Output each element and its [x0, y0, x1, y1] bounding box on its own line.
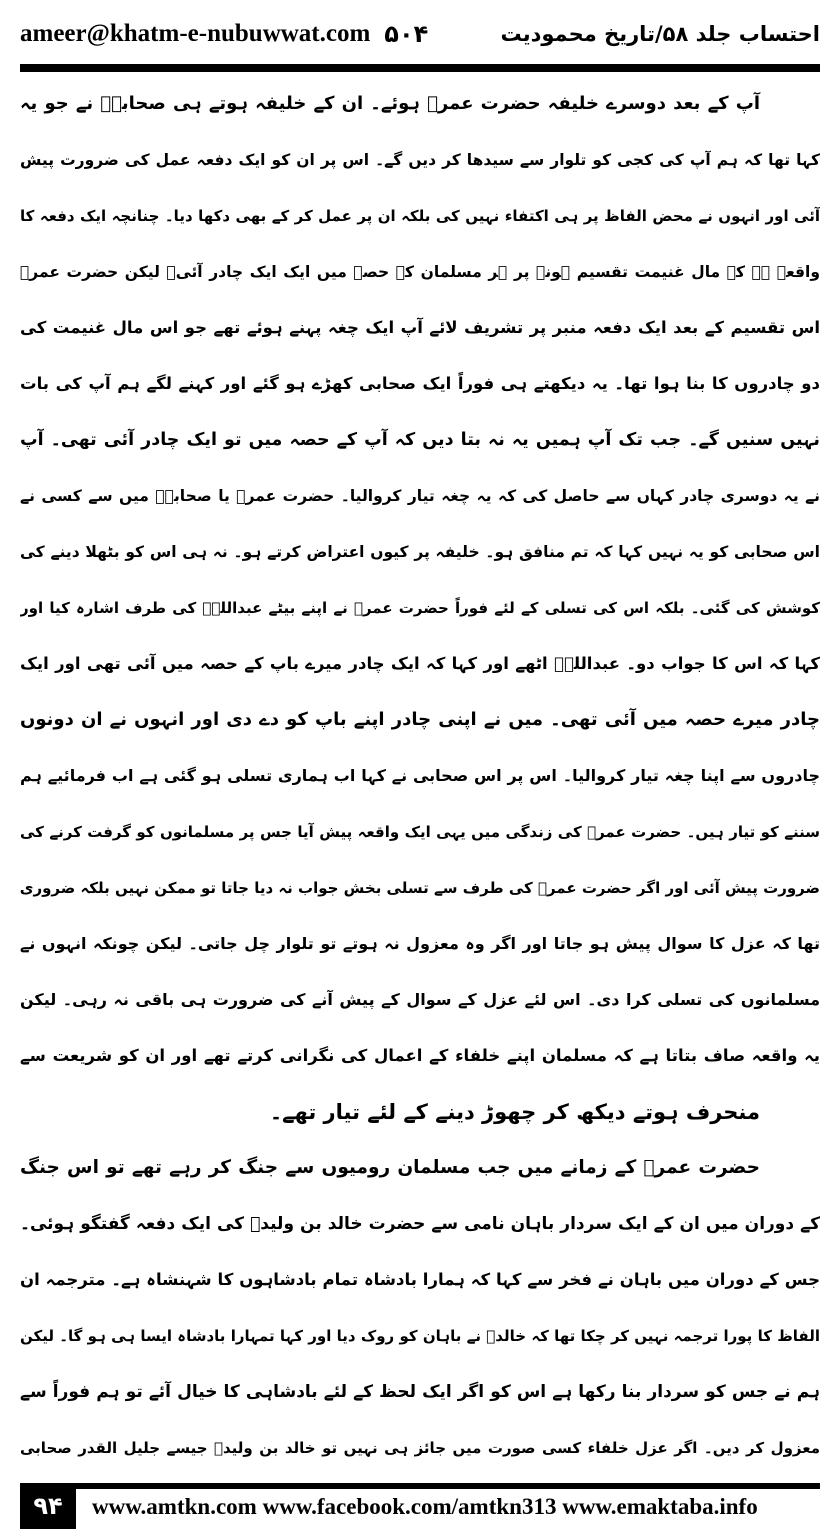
body-text: [20, 76, 820, 1476]
header-divider: [20, 64, 820, 72]
text-line: واقعہ ہے کہ مال غنیمت تقسیم ہونے پر ہر مسلمان کے حصے میں ایک ایک چادر آئی۔ لیکن حضرت عمرؓ: [20, 263, 820, 281]
footer-page-number: ۹۴: [20, 1483, 76, 1529]
text-line: حضرت عمرؓ کے زمانے میں جب مسلمان رومیوں سے جنگ کر رہے تھے تو اس جنگ: [20, 1157, 760, 1178]
text-line: جس کے دوران میں باہان نے فخر سے کہا کہ ہمارا بادشاہ تمام بادشاہوں کا شہنشاہ ہے۔ مترجمہ ان: [20, 1270, 820, 1289]
header-left: [20, 20, 428, 48]
text-line: مسلمانوں کی تسلی کرا دی۔ اس لئے عزل کے سوال کے پیش آنے کی ضرورت ہی باقی نہ رہی۔ لیکن: [20, 990, 820, 1009]
text-line: دو چادروں کا بنا ہوا تھا۔ یہ دیکھتے ہی فوراً ایک صحابی کھڑے ہو گئے اور کہنے لگے ہم آپ کی بات: [20, 374, 820, 393]
footer-urls: www.amtkn.com www.facebook.com/amtkn313 www.emaktaba.info: [92, 1494, 758, 1519]
text-line: ہم نے جس کو سردار بنا رکھا ہے اس کو اگر ایک لحظ کے لئے بادشاہی کا خیال آئے تو ہم فوراً سے: [20, 1382, 820, 1402]
book-title: احتساب جلد ۵۸/تاریخ محمودیت: [500, 22, 820, 46]
text-line: کوشش کی گئی۔ بلکہ اس کی تسلی کے لئے فوراً حضرت عمرؓ نے اپنے بیٹے عبداللہؓ کی طرف اشارہ کیا اور: [20, 599, 820, 617]
header-page-number: ۵۰۴: [384, 20, 429, 48]
text-line: یہ واقعہ صاف بتاتا ہے کہ مسلمان اپنے خلفاء کے اعمال کی نگرانی کرتے تھے اور ان کو شریعت سے: [20, 1046, 820, 1065]
text-line: آئی اور انہوں نے محض الفاظ پر ہی اکتفاء نہیں کی بلکہ ان پر عمل کر کے بھی دکھا دیا۔ چنانچہ ایک دفعہ کا: [20, 207, 820, 225]
text-line: چادروں سے اپنا چغہ تیار کروالیا۔ اس پر اس صحابی نے کہا اب ہماری تسلی ہو گئی ہے اب فرمائیے ہم: [20, 766, 820, 785]
text-line: کہا تھا کہ ہم آپ کی کجی کو تلوار سے سیدھا کر دیں گے۔ اس پر ان کو ایک دفعہ عمل کی ضرورت پیش: [20, 151, 820, 169]
text-line: نے یہ دوسری چادر کہاں سے حاصل کی کہ یہ چغہ تیار کروالیا۔ حضرت عمرؓ یا صحابہؓ میں سے کسی نے: [20, 487, 820, 505]
page-header: [20, 12, 820, 56]
text-line: آپ کے بعد دوسرے خلیفہ حضرت عمرؓ ہوئے۔ ان کے خلیفہ ہوتے ہی صحابہؓ نے جو یہ: [20, 93, 760, 114]
text-line: کے دوران میں ان کے ایک سردار باہان نامی سے حضرت خالد بن ولیدؓ کی ایک دفعہ گفتگو ہوئی۔: [20, 1214, 820, 1234]
text-line: منحرف ہوتے دیکھ کر چھوڑ دینے کے لئے تیار تھے۔: [269, 1100, 760, 1124]
text-line: تھا کہ عزل کا سوال پیش ہو جاتا اور اگر وہ معزول نہ ہوتے تو تلوار چل جاتی۔ لیکن چونکہ انہوں نے: [20, 934, 820, 953]
text-line: نہیں سنیں گے۔ جب تک آپ ہمیں یہ نہ بتا دیں کہ آپ کے حصہ میں تو ایک چادر آئی تھی۔ آپ: [20, 430, 820, 450]
text-line: معزول کر دیں۔ اگر عزل خلفاء کسی صورت میں جائز ہی نہیں تو خالد بن ولیدؓ جیسے جلیل القدر صحابی: [20, 1439, 820, 1457]
text-line: سننے کو تیار ہیں۔ حضرت عمرؓ کی زندگی میں یہی ایک واقعہ پیش آیا جس پر مسلمانوں کو گرفت کرنے کی: [20, 823, 820, 841]
text-line: الفاظ کا پورا ترجمہ نہیں کر چکا تھا کہ خالدؓ نے باہان کو روک دیا اور کہا تمہارا بادشاہ ایسا ہی ہو گا۔ لیکن: [20, 1327, 820, 1345]
text-line: اس صحابی کو یہ نہیں کہا کہ تم منافق ہو۔ خلیفہ پر کیوں اعتراض کرتے ہو۔ نہ ہی اس کو بٹھلا دینے کی: [20, 543, 820, 561]
text-line: ضرورت پیش آئی اور اگر حضرت عمرؓ کی طرف سے تسلی بخش جواب نہ دیا جاتا تو ممکن نہیں بلکہ ضروری: [20, 879, 820, 897]
footer-divider: [20, 1483, 820, 1489]
text-line: چادر میرے حصہ میں آئی تھی۔ میں نے اپنی چادر اپنے باپ کو دے دی اور انہوں نے ان دونوں: [20, 709, 820, 730]
text-line: اس تقسیم کے بعد ایک دفعہ منبر پر تشریف لائے آپ ایک چغہ پہنے ہوئے تھے جو اس مال غنیمت کی: [20, 318, 820, 337]
header-email: ameer@khatm-e-nubuwwat.com: [20, 20, 371, 47]
text-line: کہا کہ اس کا جواب دو۔ عبداللہؓ اٹھے اور کہا کہ ایک چادر میرے باپ کے حصہ میں آئی تھی اور ایک: [20, 654, 820, 673]
